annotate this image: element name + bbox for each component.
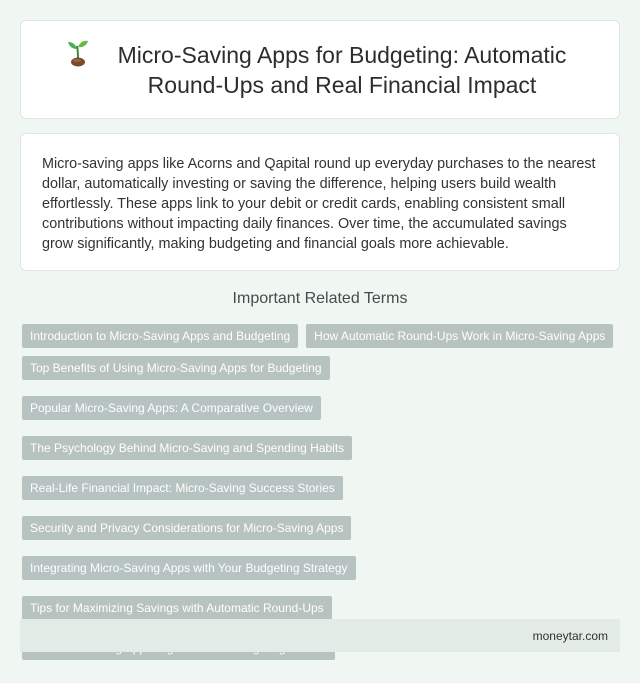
related-term-tag[interactable]: Real-Life Financial Impact: Micro-Saving Success Stories <box>22 476 343 500</box>
related-term-tag[interactable]: How Automatic Round-Ups Work in Micro-Saving Apps <box>306 324 613 348</box>
title-row <box>58 40 582 100</box>
sprout-icon <box>58 38 98 68</box>
title-card <box>20 20 620 119</box>
footer <box>20 619 620 652</box>
description-text: Micro-saving apps like Acorns and Qapital round up everyday purchases to the nearest dollar, automatically investing or saving the difference, helping users build wealth effortlessly. These apps link to your debit or credit cards, enabling consistent small contributions without impacting daily finances. Over time, the accumulated savings grow significantly, making budgeting and financial goals more achievable. <box>42 156 596 252</box>
related-term-tag[interactable]: Introduction to Micro-Saving Apps and Budgeting <box>22 324 298 348</box>
description-card <box>20 133 620 271</box>
footer-site-link[interactable]: moneytar.com <box>532 628 608 643</box>
related-terms-list <box>22 324 618 660</box>
page-title: Micro-Saving Apps for Budgeting: Automatic Round-Ups and Real Financial Impact <box>117 41 567 98</box>
related-term-tag[interactable]: Popular Micro-Saving Apps: A Comparative Overview <box>22 396 321 420</box>
related-term-tag[interactable]: Integrating Micro-Saving Apps with Your Budgeting Strategy <box>22 556 356 580</box>
related-term-tag[interactable]: The Psychology Behind Micro-Saving and Spending Habits <box>22 436 352 460</box>
related-term-tag[interactable]: Tips for Maximizing Savings with Automatic Round-Ups <box>22 596 332 620</box>
related-term-tag[interactable]: Security and Privacy Considerations for Micro-Saving Apps <box>22 516 351 540</box>
related-term-tag[interactable]: Top Benefits of Using Micro-Saving Apps for Budgeting <box>22 356 330 380</box>
related-terms-heading: Important Related Terms <box>232 290 408 307</box>
